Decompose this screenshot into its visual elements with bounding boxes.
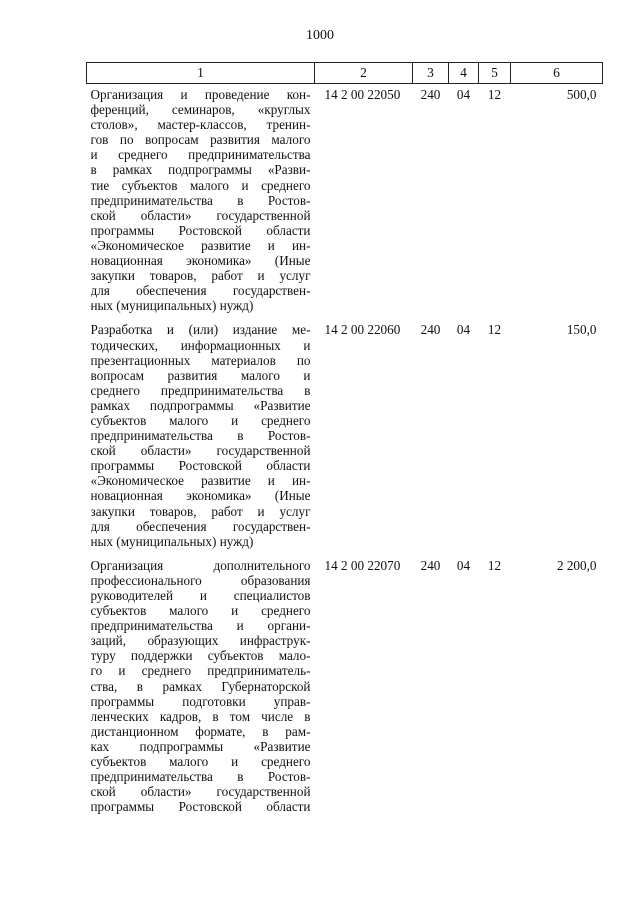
description-line: для обеспечения государствен- bbox=[90, 518, 311, 534]
description-line: ской области» государственной bbox=[90, 443, 311, 459]
column-header-5: 5 bbox=[479, 63, 511, 84]
description-line: ных (муниципальных) нужд) bbox=[90, 533, 254, 549]
description-line: предпринимательства и органи- bbox=[90, 618, 311, 634]
description-line: предпринимательства в Ростов- bbox=[90, 192, 311, 208]
description-line: ках подпрограммы «Развитие bbox=[90, 738, 311, 754]
column-header-6: 6 bbox=[511, 63, 603, 84]
target-article-code: 14 2 00 22070 bbox=[324, 557, 401, 573]
target-article-code: 14 2 00 22050 bbox=[324, 87, 401, 102]
description-line: программы подготовки управ- bbox=[90, 693, 311, 709]
description-line: профессионального образования bbox=[90, 572, 311, 588]
description-line: «Экономическое развитие и ин- bbox=[90, 237, 311, 253]
column-header-3: 3 bbox=[413, 63, 449, 84]
column-header-4: 4 bbox=[449, 63, 479, 84]
description-line: в рамках подпрограммы «Разви- bbox=[90, 162, 311, 178]
description-line: программы Ростовской области bbox=[90, 222, 311, 238]
description-line: среднего предпринимательства в bbox=[90, 382, 311, 398]
table-row bbox=[87, 84, 603, 320]
row-description bbox=[87, 555, 315, 821]
description-line: ленческих кадров, в том числе в bbox=[90, 708, 311, 724]
description-line: субъектов малого и среднего bbox=[90, 754, 311, 770]
description-line: ской области» государственной bbox=[90, 784, 311, 800]
description-line: предпринимательства в Ростов- bbox=[90, 428, 311, 444]
description-line: тие субъектов малого и среднего bbox=[90, 177, 311, 193]
description-line: программы Ростовской области bbox=[90, 799, 311, 815]
description-line: и среднего предпринимательства bbox=[90, 147, 311, 163]
subsection-code: 12 bbox=[487, 557, 502, 573]
description-line: столов», мастер-классов, тренин- bbox=[90, 117, 311, 133]
section-code: 04 bbox=[456, 87, 471, 102]
expense-type-code: 240 bbox=[420, 322, 441, 338]
description-line: ференций, семинаров, «круглых bbox=[90, 102, 311, 118]
description-line: «Экономическое развитие и ин- bbox=[90, 473, 311, 489]
table-row bbox=[87, 555, 603, 821]
description-line: Организация дополнительного bbox=[90, 557, 311, 573]
expense-type-code: 240 bbox=[420, 557, 441, 573]
expense-type-code: 240 bbox=[420, 87, 441, 102]
description-line: новационная экономика» (Иные bbox=[90, 488, 311, 504]
budget-table bbox=[86, 62, 603, 820]
description-line: го и среднего предприниматель- bbox=[90, 663, 311, 679]
subsection-code: 12 bbox=[487, 87, 502, 102]
section-code: 04 bbox=[456, 322, 471, 338]
amount-value: 500,0 bbox=[566, 87, 597, 102]
header-row bbox=[87, 63, 603, 84]
description-line: заций, образующих инфраструк- bbox=[90, 633, 311, 649]
description-line: туру поддержки субъектов мало- bbox=[90, 648, 311, 664]
description-line: презентационных материалов по bbox=[90, 352, 311, 368]
target-article-code: 14 2 00 22060 bbox=[324, 322, 401, 338]
description-line: руководителей и специалистов bbox=[90, 588, 311, 603]
column-header-1: 1 bbox=[87, 63, 315, 84]
table-row bbox=[87, 319, 603, 554]
description-line: ных (муниципальных) нужд) bbox=[90, 298, 254, 314]
description-line: закупки товаров, работ и услуг bbox=[90, 503, 311, 519]
description-line: дистанционном формате, в рам- bbox=[90, 723, 311, 739]
page-number: 1000 bbox=[306, 28, 334, 43]
subsection-code: 12 bbox=[487, 322, 502, 338]
description-line: гов по вопросам развития малого bbox=[90, 132, 311, 148]
description-line: закупки товаров, работ и услуг bbox=[90, 268, 311, 284]
row-description bbox=[87, 84, 315, 320]
description-line: вопросам развития малого и bbox=[90, 367, 311, 383]
description-line: новационная экономика» (Иные bbox=[90, 253, 311, 269]
section-code: 04 bbox=[456, 557, 471, 573]
description-line: ства, в рамках Губернаторской bbox=[90, 678, 311, 694]
description-line: программы Ростовской области bbox=[90, 458, 311, 474]
description-line: Организация и проведение кон- bbox=[90, 87, 311, 102]
description-line: ской области» государственной bbox=[90, 207, 311, 223]
description-line: предпринимательства в Ростов- bbox=[90, 769, 311, 785]
amount-value: 150,0 bbox=[566, 322, 597, 338]
column-header-2: 2 bbox=[315, 63, 413, 84]
description-line: рамках подпрограммы «Развитие bbox=[90, 397, 311, 413]
amount-value: 2 200,0 bbox=[556, 557, 597, 573]
description-line: субъектов малого и среднего bbox=[90, 603, 311, 619]
row-description bbox=[87, 319, 315, 554]
description-line: для обеспечения государствен- bbox=[90, 283, 311, 299]
description-line: тодических, информационных и bbox=[90, 337, 311, 353]
description-line: Разработка и (или) издание ме- bbox=[90, 322, 311, 338]
description-line: субъектов малого и среднего bbox=[90, 412, 311, 428]
